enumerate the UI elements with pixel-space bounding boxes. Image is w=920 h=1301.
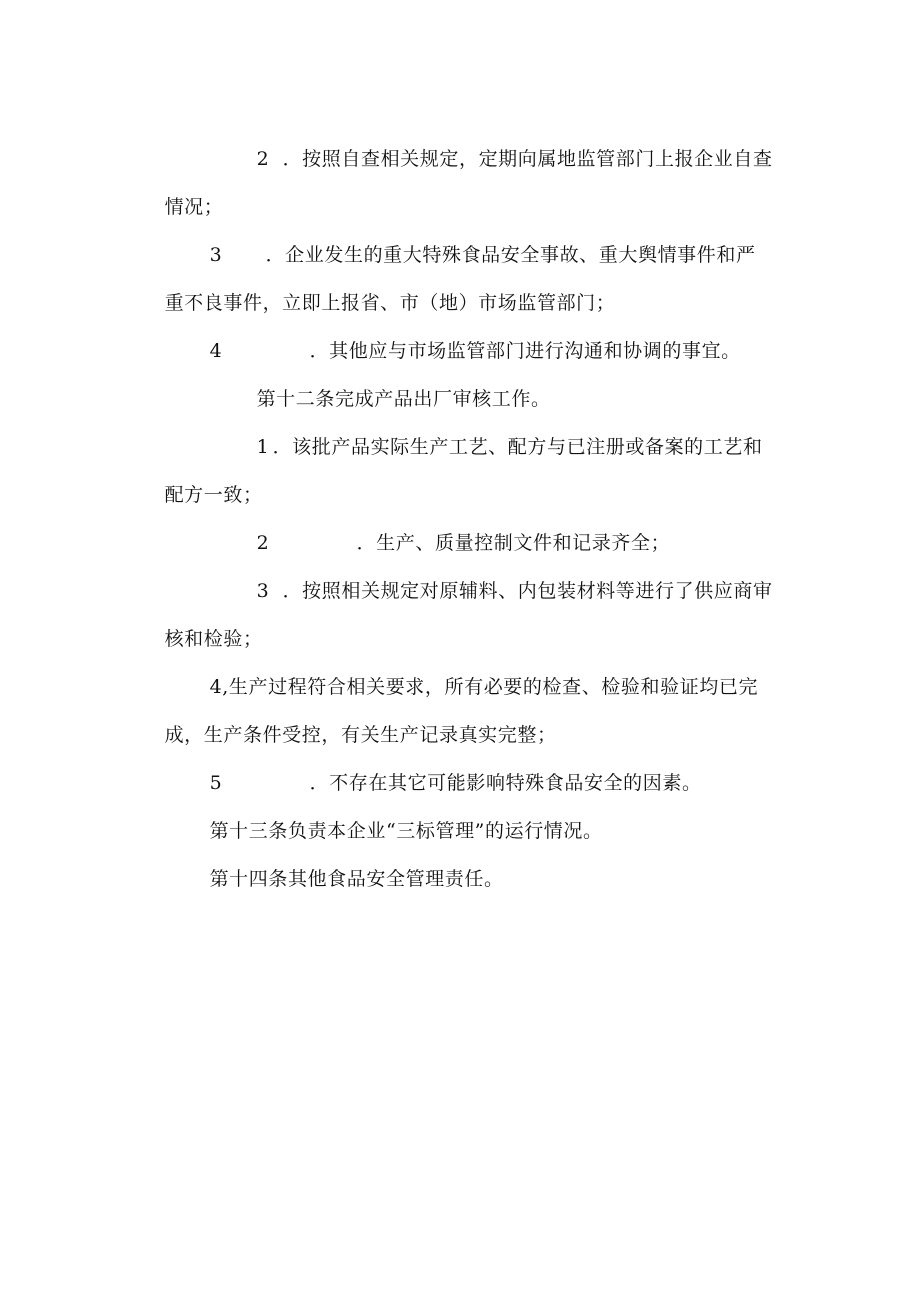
item-text: 配方一致； bbox=[164, 484, 263, 506]
item-text: 4,生产过程符合相关要求，所有必要的检查、检验和验证均已完 bbox=[209, 676, 759, 698]
article-text: 第十二条完成产品出厂审核工作。 bbox=[256, 388, 551, 410]
item-text: ．企业发生的重大特殊食品安全事故、重大舆情事件和严 bbox=[265, 244, 756, 266]
item-2-line-1 bbox=[230, 123, 773, 195]
item-3b-line-1 bbox=[230, 555, 773, 627]
item-text: ．其他应与市场监管部门进行沟通和协调的事宜。 bbox=[309, 340, 741, 362]
item-number: 1 bbox=[256, 436, 270, 458]
article-text: 第十四条其他食品安全管理责任。 bbox=[209, 868, 504, 890]
item-number: 5 bbox=[209, 772, 223, 794]
item-text: ．不存在其它可能影响特殊食品安全的因素。 bbox=[309, 772, 702, 794]
item-text: 核和检验； bbox=[164, 628, 263, 650]
item-text: 重不良事件，立即上报省、市（地）市场监管部门； bbox=[164, 292, 616, 314]
item-text: 成，生产条件受控，有关生产记录真实完整； bbox=[164, 724, 557, 746]
item-text: ．生产、质量控制文件和记录齐全； bbox=[356, 532, 671, 554]
item-number: 4 bbox=[209, 340, 223, 362]
item-number: 2 bbox=[256, 532, 270, 554]
item-text: ．该批产品实际生产工艺、配方与已注册或备案的工艺和 bbox=[272, 436, 763, 458]
item-number: 2 bbox=[256, 148, 270, 170]
item-text: 情况； bbox=[164, 196, 224, 218]
item-text: ．按照自查相关规定，定期向属地监管部门上报企业自查 bbox=[282, 148, 773, 170]
article-14 bbox=[183, 843, 504, 915]
item-text: ．按照相关规定对原辅料、内包装材料等进行了供应商审 bbox=[282, 580, 773, 602]
item-number: 3 bbox=[256, 580, 270, 602]
item-1-line-1 bbox=[230, 411, 763, 483]
item-number: 3 bbox=[209, 244, 223, 266]
article-text: 第十三条负责本企业“三标管理”的运行情况。 bbox=[209, 820, 603, 842]
